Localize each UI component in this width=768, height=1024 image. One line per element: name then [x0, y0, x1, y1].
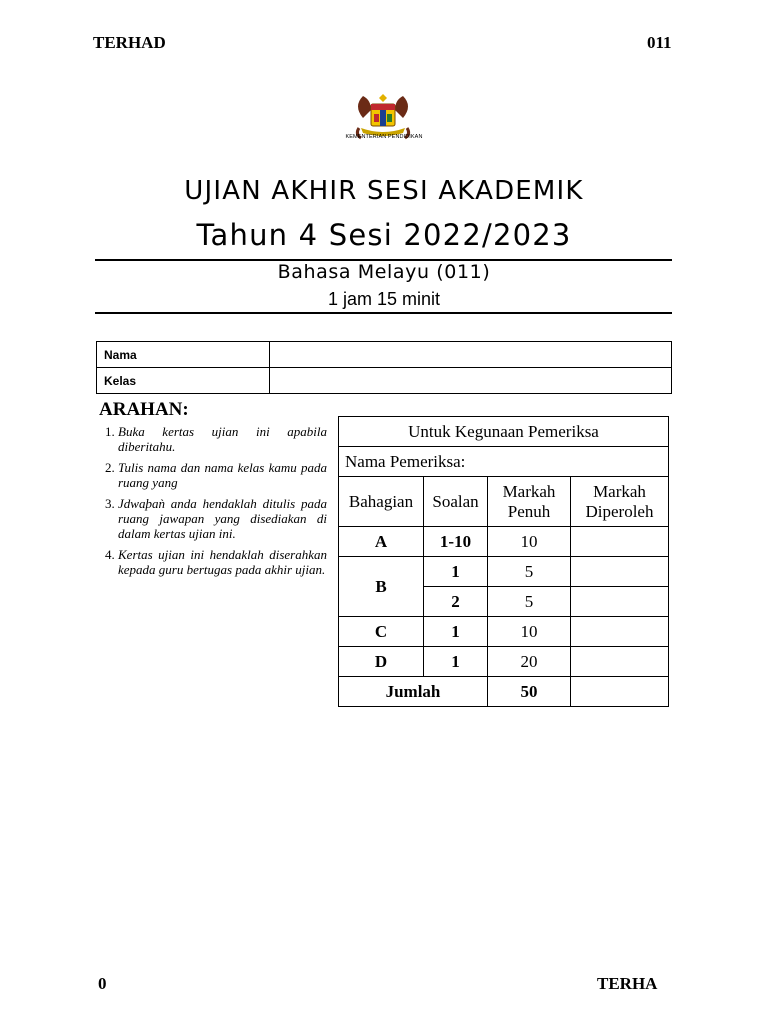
marks-table-title: Untuk Kegunaan Pemeriksa: [339, 417, 669, 447]
instruction-item: [118, 496, 327, 541]
markah-diperoleh-cell[interactable]: [571, 617, 669, 647]
instruction-text: 2. Tulis nama dan nama kelas kamu pada ruang yang: [118, 460, 327, 490]
marks-header-row: [339, 477, 669, 527]
markah-diperoleh-cell[interactable]: [571, 647, 669, 677]
markah-diperoleh-cell[interactable]: [571, 587, 669, 617]
header-soalan: Soalan: [424, 477, 488, 527]
student-class-row: [97, 368, 672, 394]
marks-row-c: [339, 617, 669, 647]
markah-diperoleh-cell[interactable]: [571, 557, 669, 587]
markah-penuh-cell: 10: [488, 617, 571, 647]
student-name-row: [97, 342, 672, 368]
exam-subject: Bahasa Melayu (011): [277, 261, 491, 283]
exam-year-session: Tahun 4 Sesi 2022/2023: [196, 218, 572, 252]
markah-penuh-cell: 10: [488, 527, 571, 557]
soalan-cell: 2: [424, 587, 488, 617]
instruction-text: 4. Kertas ujian ini hendaklah diserahkan kepada guru bertugas pada akhir ujian.: [118, 547, 327, 577]
header-markah-diperoleh: Markah Diperoleh: [571, 477, 669, 527]
header-classification: TERHAD: [93, 33, 166, 52]
examiner-name-row: [339, 447, 669, 477]
student-id-table: [96, 341, 672, 394]
total-diperoleh-cell[interactable]: [571, 677, 669, 707]
markah-penuh-cell: 20: [488, 647, 571, 677]
instruction-item: [118, 547, 327, 577]
exam-duration: 1 jam 15 minit: [327, 289, 441, 309]
header-subject-code: 011: [647, 33, 672, 52]
instructions-heading: ARAHAN:: [99, 399, 189, 420]
student-name-field[interactable]: [270, 342, 672, 368]
soalan-cell: 1: [424, 557, 488, 587]
examiner-marks-table: [338, 416, 669, 707]
bahagian-cell: D: [339, 647, 424, 677]
marks-title-row: [339, 417, 669, 447]
marks-row-b1: [339, 557, 669, 587]
footer-classification: TERHA: [597, 974, 658, 993]
exam-title: UJIAN AKHIR SESI AKADEMIK: [184, 176, 584, 206]
instruction-text: 3. Jdwaϸaǹ anda hendaklah ditulis pada ruang jawapan yang disediakan di dalam kertas ujian ini.: [118, 496, 327, 541]
soalan-cell: 1-10: [424, 527, 488, 557]
student-name-label: Nama: [97, 342, 270, 368]
bahagian-cell: B: [339, 557, 424, 617]
total-label: Jumlah: [339, 677, 488, 707]
soalan-cell: 1: [424, 647, 488, 677]
bahagian-cell: A: [339, 527, 424, 557]
header-bahagian: Bahagian: [339, 477, 424, 527]
total-value: 50: [488, 677, 571, 707]
soalan-cell: 1: [424, 617, 488, 647]
markah-penuh-cell: 5: [488, 587, 571, 617]
title-divider-bottom: [95, 312, 672, 314]
instruction-item: [118, 460, 327, 490]
student-class-field[interactable]: [270, 368, 672, 394]
instruction-text: 1. Buka kertas ujian ini apabila diberitahu.: [118, 424, 327, 454]
instruction-item: [118, 424, 327, 454]
marks-row-d: [339, 647, 669, 677]
student-class-label: Kelas: [97, 368, 270, 394]
markah-penuh-cell: 5: [488, 557, 571, 587]
header-markah-penuh: Markah Penuh: [488, 477, 571, 527]
markah-diperoleh-cell[interactable]: [571, 527, 669, 557]
bahagian-cell: C: [339, 617, 424, 647]
marks-total-row: [339, 677, 669, 707]
crest-caption: KEMENTERIAN PENDIDIKAN: [345, 134, 423, 140]
instructions-list: [100, 424, 327, 583]
marks-row-a: [339, 527, 669, 557]
footer-page-number: 0: [98, 974, 107, 993]
examiner-name-field[interactable]: Nama Pemeriksa:: [339, 447, 669, 477]
